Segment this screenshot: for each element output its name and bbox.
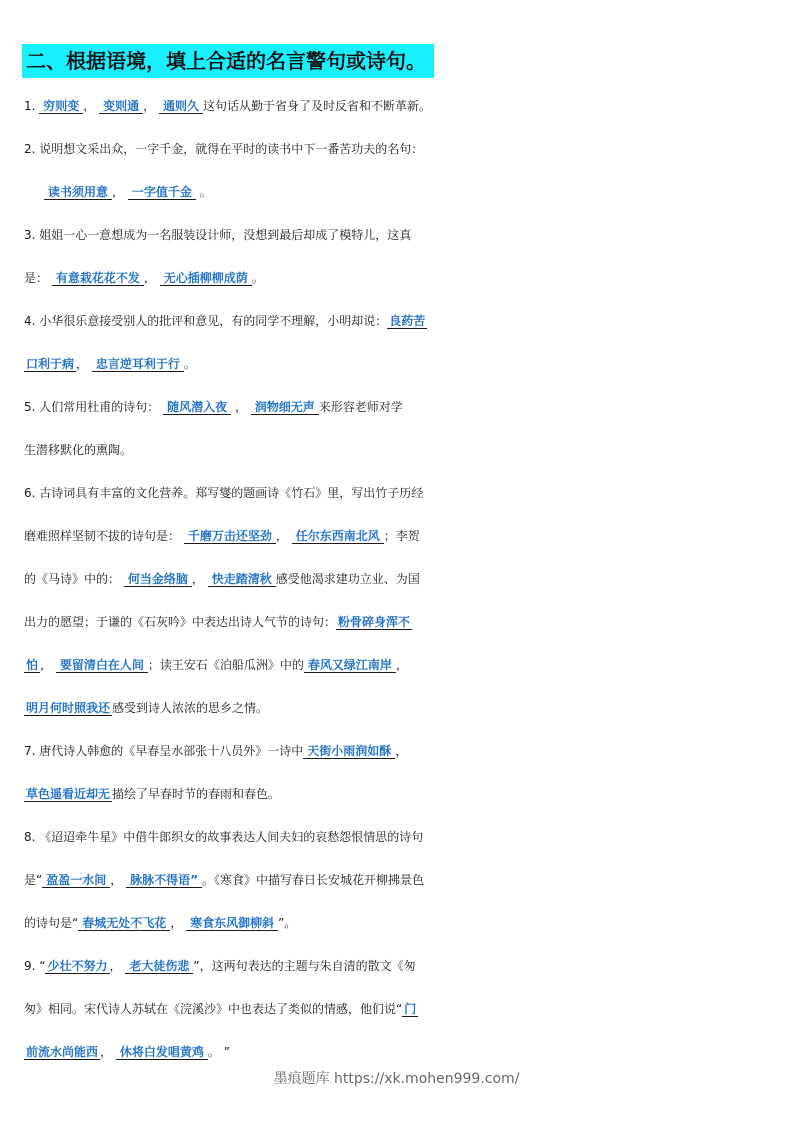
answer-6-2: 任尔东西南北风 [292, 529, 384, 544]
answer-4-1a: 良药苦 [389, 314, 426, 328]
answer-8-2: 脉脉不得语” [126, 873, 202, 888]
question-5-text: 5. 人们常用杜甫的诗句： 随风潜入夜 ， 润物细无声 来形容老师对学 [24, 400, 403, 414]
question-2-text: 2. 说明想文采出众，一字千金，就得在平时的读书中下一番苦功夫的名句： [24, 142, 424, 156]
answer-9-1: 少壮不努力 [47, 959, 108, 973]
question-6-line4: 出力的愿望；于谦的《石灰吟》中表达出诗人气节的诗句： 粉骨碎身浑不 [24, 615, 411, 629]
answer-9-4: 休将白发唱黄鸡 [116, 1045, 208, 1060]
question-3-text: 3. 姐姐一心一意想成为一名服装设计师，没想到最后却成了模特儿，这真 [24, 228, 412, 242]
answer-9-3b: 前流水尚能西 [26, 1045, 99, 1059]
answer-7-1: 天街小雨润如酥 [303, 744, 395, 759]
answer-3-1: 有意栽花花不发 [52, 271, 144, 286]
answer-8-3: 春城无处不飞花 [78, 916, 170, 931]
question-6-line6: 明月何时照我还 感受到诗人浓浓的思乡之情。 [26, 701, 269, 715]
question-4-text: 4. 小华很乐意接受别人的批评和意见，有的同学不理解，小明却说： 良药苦 [24, 314, 426, 328]
answer-6-8: 明月何时照我还 [26, 701, 111, 715]
question-9-line3: 前流水尚能西 ， 休将白发唱黄鸡 。 ” [26, 1045, 230, 1059]
answer-8-1: 盈盈一水间 [42, 873, 110, 888]
question-7-cont: 草色遥看近却无 描绘了早春时节的春雨和春色。 [26, 787, 281, 801]
question-3-answers: 是： 有意栽花花不发 ， 无心插柳柳成荫 。 [24, 271, 264, 285]
answer-6-5a: 粉骨碎身浑不 [338, 615, 411, 629]
footer-watermark: 墨痕题库 https://xk.mohen999.com/ [273, 1071, 520, 1087]
question-5-cont: 生潜移默化的熏陶。 [24, 443, 133, 457]
question-2-answers: 读书须用意 ， 一字值千金 。 [44, 177, 793, 207]
answer-1-3: 通则久 [159, 99, 203, 114]
question-1: 1. 穷则变 ， 变则通 ， 通则久 这句话从勤于省身了及时反省和不断革新。 [24, 99, 432, 113]
answer-9-3a: 门 [404, 1002, 417, 1016]
answer-6-1: 千磨万击还坚劲 [184, 529, 276, 544]
answer-2-2: 一字值千金 [128, 185, 196, 200]
answer-4-2: 忠言逆耳利于行 [92, 357, 184, 372]
answer-7-2: 草色遥看近却无 [26, 787, 111, 801]
question-6-line2: 磨难照样坚韧不拔的诗句是： 千磨万击还坚劲 ， 任尔东西南北风 ；李贺 [24, 529, 420, 543]
question-7-text: 7. 唐代诗人韩愈的《早春呈水部张十八员外》一诗中 天街小雨润如酥 ， [24, 744, 408, 758]
question-6-line3: 的《马诗》中的： 何当金络脑 ， 快走踏清秋 感受他渴求建功立业、为国 [24, 572, 420, 586]
question-8-text: 8. 《迢迢牵牛星》中借牛郎织女的故事表达人间夫妇的哀愁怨恨情思的诗句 [24, 830, 424, 844]
answer-1-2: 变则通 [99, 99, 143, 114]
answer-1-1: 穷则变 [39, 99, 83, 114]
question-6-line5: 怕 ， 要留清白在人间 ；读王安石《泊船瓜洲》中的 春风又绿江南岸 ， [26, 658, 408, 672]
question-8-line2: 是“ 盈盈一水间 ， 脉脉不得语” 。《寒食》中描写春日长安城花开柳拂景色 [24, 873, 424, 887]
answer-6-4: 快走踏清秋 [208, 572, 276, 587]
answer-6-7: 春风又绿江南岸 [304, 658, 396, 673]
answer-9-2: 老大徒伤悲 [125, 959, 193, 974]
answer-5-1: 随风潜入夜 [163, 400, 231, 415]
answer-6-6: 要留清白在人间 [56, 658, 148, 673]
question-4-answers: 口利于病 ， 忠言逆耳利于行 。 [26, 357, 196, 371]
answer-8-4: 寒食东风御柳斜 [186, 916, 278, 931]
answer-3-2: 无心插柳柳成荫 [160, 271, 252, 286]
question-9-text: 9. “ 少壮不努力 ， 老大徒伤悲 ”，这两句表达的主题与朱自清的散文《匆 [24, 959, 416, 973]
answer-4-1b: 口利于病 [26, 357, 75, 371]
question-8-line3: 的诗句是“ 春城无处不飞花 ， 寒食东风御柳斜 ”。 [24, 916, 297, 930]
section-title: 二、根据语境，填上合适的名言警句或诗句。 [22, 44, 434, 78]
question-6-text: 6. 古诗词具有丰富的文化营养。郑写燮的题画诗《竹石》里，写出竹子历经 [24, 486, 424, 500]
answer-6-3: 何当金络脑 [124, 572, 192, 587]
question-9-line2: 匆》相同。宋代诗人苏轼在《浣溪沙》中也表达了类似的情感，他们说“ 门 [24, 1002, 417, 1016]
answer-2-1: 读书须用意 [44, 185, 112, 200]
answer-6-5b: 怕 [26, 658, 39, 672]
answer-5-2: 润物细无声 [251, 400, 319, 415]
